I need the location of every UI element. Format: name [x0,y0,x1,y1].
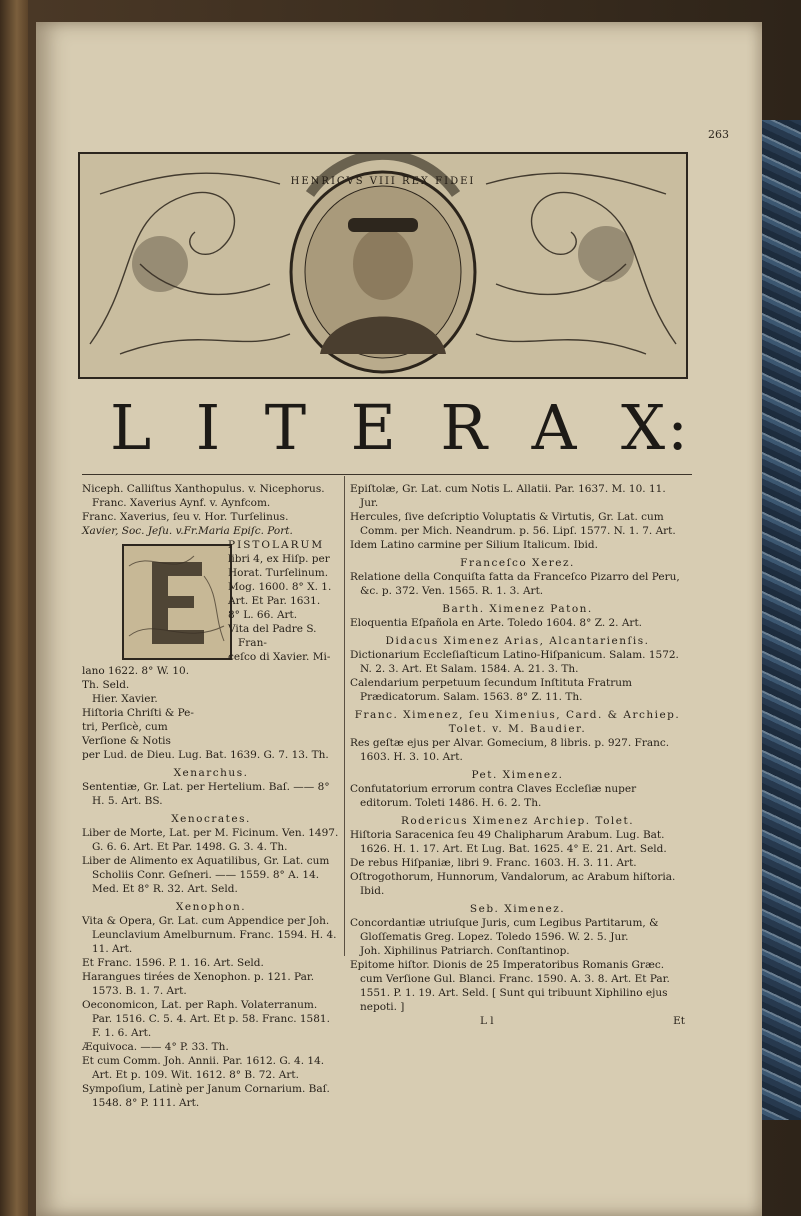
page-footer [350,1014,685,1028]
entry: Eloquentia Eſpañola en Arte. Toledo 1604. 8° Z. 2. Art. [350,617,643,629]
author-heading: Xenophon. [175,901,247,913]
entry: Confutatorium errorum contra Claves Eccleſiæ nuper editorum. Toleti 1486. H. 6. 2. Th. [350,783,637,809]
entry: per Lud. de Dieu. Lug. Bat. 1639. G. 7. 13. Th. [82,749,329,761]
epistolarum-line: Vita del Padre S. Fran- [228,623,317,649]
catchword: Et [673,1015,685,1027]
heading-letter: R [440,390,490,464]
entry: Vita & Opera, Gr. Lat. cum Appendice per Joh. Leunclavium Amelburnum. Franc. 1594. H. 4. 11. Art. [82,915,337,955]
epistolarum-line: Art. Et Par. 1631. [228,595,321,607]
heading-letter: T [264,390,309,464]
epistolarum-line: tri, Perſicè, cum [82,721,168,733]
entry: Liber de Alimento ex Aquatilibus, Gr. Lat. cum Scholiis Conr. Geſneri. —— 1559. 8° A. 14. Med. Et 8° R. 32. Art. Seld. [82,855,330,895]
entry: Harangues tirées de Xenophon. p. 121. Par. 1573. B. 1. 7. Art. [82,971,315,997]
entry: Dictionarium Eccleſiaſticum Latino-Hiſpanicum. Salam. 1572. N. 2. 3. Art. Et Salam. 1584. A. 21. 3. Th. [350,649,679,675]
engraved-portrait-banner [78,152,688,379]
heading-letter: X: [620,390,690,464]
entry: Oſtrogothorum, Hunnorum, Vandalorum, ac Arabum hiſtoria. Ibid. [350,871,676,897]
entry: Concordantiæ utriuſque Juris, cum Legibus Partitarum, & Gloſſematis Greg. Lopez. Toledo 1596. W. 2. 5. Jur. [350,917,659,943]
author-heading: Pet. Ximenez. [471,769,564,781]
marbled-cover-edge [761,120,801,1120]
epistolarum-line: Th. Seld. [82,679,130,691]
heading-letter: A [531,390,579,464]
heading-letter: L [110,390,154,464]
epistolarum-line: ceſco di Xavier. Mi- [228,651,331,663]
entry: Res geſtæ ejus per Alvar. Gomecium, 8 libris. p. 927. Franc. 1603. H. 3. 10. Art. [350,737,670,763]
entry: Epiſtolæ, Gr. Lat. cum Notis L. Allatii. Par. 1637. M. 10. 11. Jur. [350,483,666,509]
entry: Hercules, ſive deſcriptio Voluptatis & Virtutis, Gr. Lat. cum Comm. per Mich. Neandrum. p. 56. Lipſ. 1577. N. 1. 7. Art. [350,511,676,537]
heading-letter: I [195,390,223,464]
entry: Liber de Morte, Lat. per M. Ficinum. Ven. 1497. G. 6. 6. Art. Et Par. 1498. G. 3. 4. Th. [82,827,339,853]
decorated-initial-e [122,544,232,660]
epistolarum-line: Mog. 1600. 8° X. 1. [228,581,332,593]
initial-letter-engraving [124,546,230,658]
signature-mark: L l [480,1015,494,1027]
entry: Et Franc. 1596. P. 1. 16. Art. Seld. [82,957,264,969]
author-heading: Rodericus Ximenez Archiep. Tolet. [400,815,635,827]
entry: Niceph. Calliſtus Xanthopulus. v. Nicephorus. [82,483,325,495]
epistolarum-line: Hier. Xavier. [92,693,158,705]
column-rule [344,476,345,956]
author-heading: Seb. Ximenez. [469,903,566,915]
author-heading: Didacus Ximenez Arias, Alcantarienſis. [385,635,650,647]
section-heading [110,392,690,462]
author-heading: Xenocrates. [171,813,251,825]
entry: Sententiæ, Gr. Lat. per Hertelium. Baſ. —— 8° H. 5. Art. BS. [82,781,330,807]
entry: Sympoſium, Latinè per Janum Cornarium. Baſ. 1548. 8° P. 111. Art. [82,1083,330,1109]
epistolarum-line: PISTOLARUM [228,539,325,551]
author-heading: Franc. Ximenez, ſeu Ximenius, Card. & Archiep. Tolet. v. M. Baudier. [354,709,681,735]
entry: Hiſtoria Saracenica ſeu 49 Chalipharum Arabum. Lug. Bat. 1626. H. 1. 17. Art. Et Lug. Bat. 1625. 4° E. 21. Art. Seld. [350,829,667,855]
banner-engraving [80,154,686,377]
entry: Franc. Xaverius, ſeu v. Hor. Turſelinus. [82,511,289,523]
entry: Relatione della Conquiſta fatta da Franceſco Pizarro del Peru, &c. p. 372. Ven. 1565. R. 1. 3. Art. [350,571,680,597]
entry: Calendarium perpetuum ſecundum Inſtituta Fratrum Prædicatorum. Salam. 1563. 8° Z. 11. Th. [350,677,632,703]
entry: Oeconomicon, Lat. per Raph. Volaterranum. Par. 1516. C. 5. 4. Art. Et p. 58. Franc. 1581. F. 1. 6. Art. [82,999,330,1039]
banner-inscription: HENRICVS VIII REX FIDEI [290,176,476,187]
epistolarum-line: Verſione & Notis [82,735,171,747]
author-heading: Barth. Ximenez Paton. [442,603,593,615]
heading-rule [82,474,692,475]
epistolarum-line: libri 4, ex Hiſp. per [228,553,330,565]
entry: Epitome hiſtor. Dionis de 25 Imperatoribus Romanis Græc. cum Verſione Gul. Blanci. Franc. 1590. A. 3. 8. Art. Et Par. 1551. P. 1. 19. Art. Seld. [ Sunt qui tribuunt Xiphilino ejus nepoti. ] [350,959,670,1013]
entry: Idem Latino carmine per Silium Italicum. Ibid. [350,539,598,551]
author-heading: Xenarchus. [173,767,249,779]
entry: Et cum Comm. Joh. Annii. Par. 1612. G. 4. 14. Art. Et p. 109. Wit. 1612. 8° B. 72. Art. [82,1055,325,1081]
heading-letter: E [350,390,398,464]
entry: Xavier, Soc. Jeſu. v.Fr.Maria Epiſc. Port. [82,525,293,537]
epistolarum-line: Hiſtoria Chriſti & Pe- [82,707,194,719]
epistolarum-line: Horat. Turſelinum. [228,567,329,579]
entry: Æquivoca. —— 4° P. 33. Th. [82,1041,229,1053]
book-spine [0,0,28,1216]
entry: Franc. Xaverius Aynf. v. Aynfcom. [92,497,271,509]
entry: De rebus Hiſpaniæ, libri 9. Franc. 1603. H. 3. 11. Art. [350,857,637,869]
author-heading: Franceſco Xerez. [460,557,575,569]
entry: Joh. Xiphilinus Patriarch. Conſtantinop. [360,945,570,957]
epistolarum-line: lano 1622. 8° W. 10. [82,665,190,677]
left-column [82,482,340,1110]
epistolarum-line: 8° L. 66. Art. [228,609,298,621]
page-number: 263 [708,128,729,141]
right-column [350,482,685,1028]
